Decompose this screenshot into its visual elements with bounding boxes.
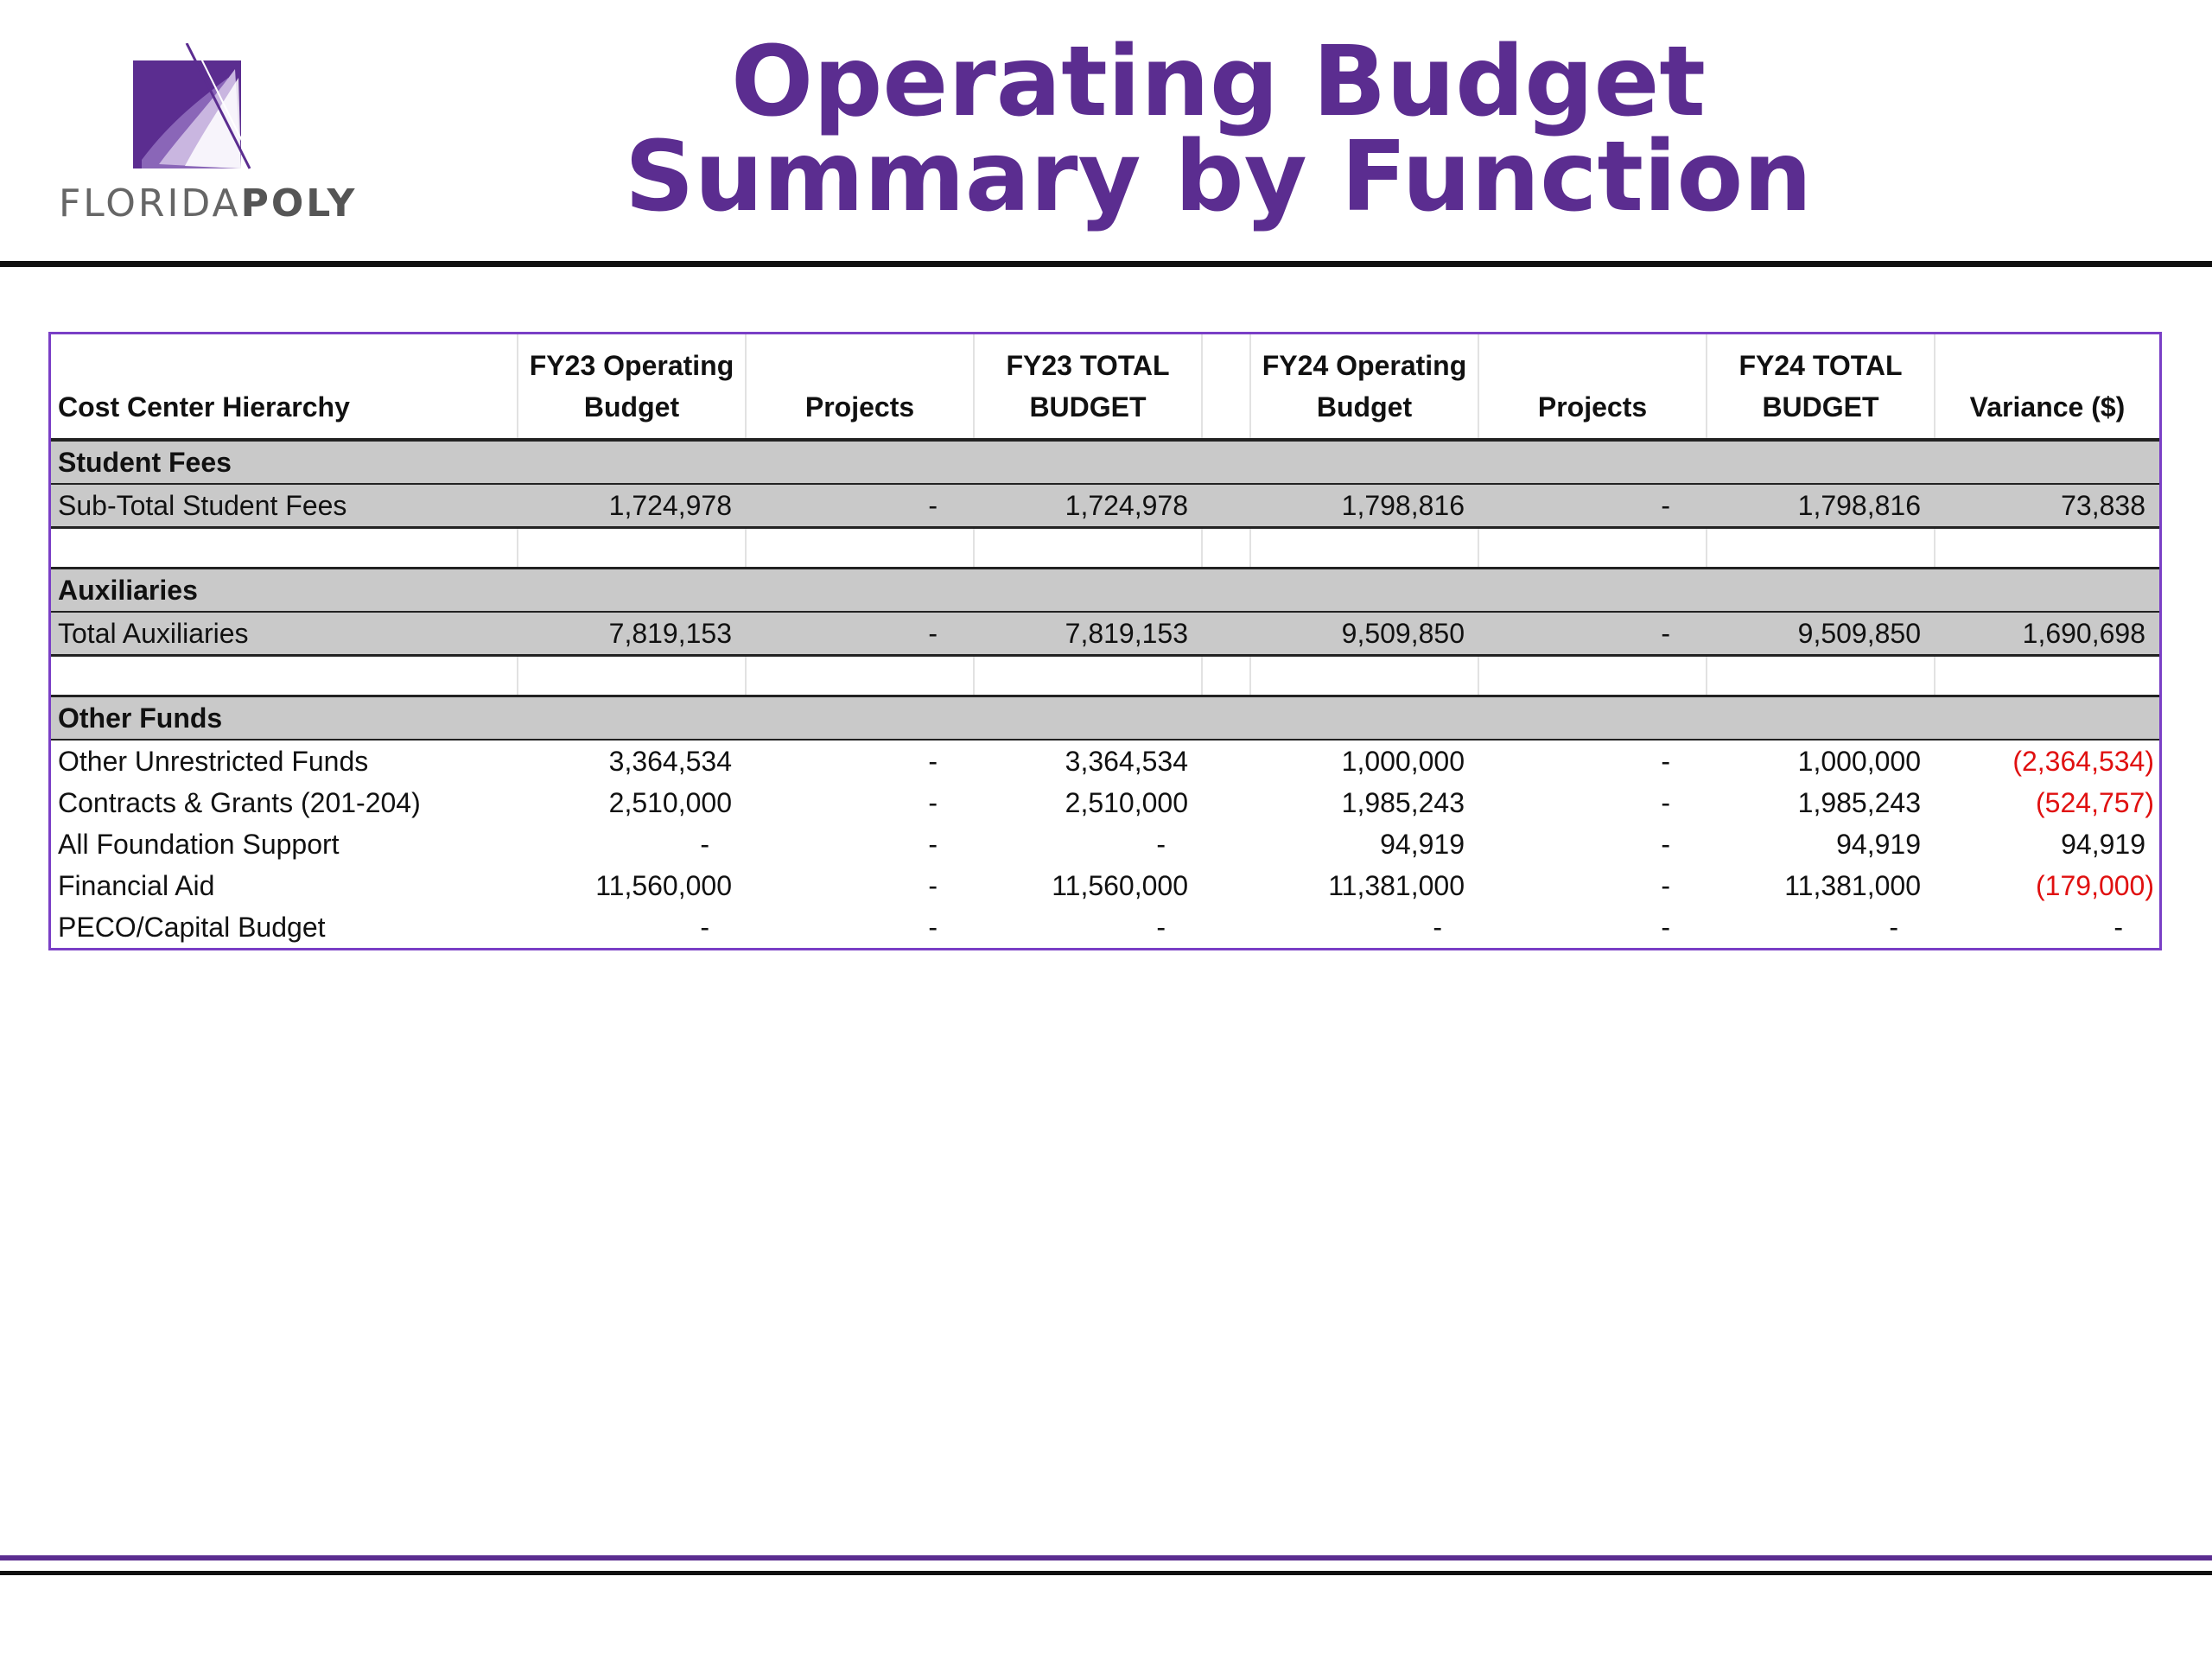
cell-variance-negative: (179,000) bbox=[2036, 869, 2154, 901]
section-label: Auxiliaries bbox=[51, 569, 2159, 613]
header-fy23-operating-line-2: Budget bbox=[583, 391, 680, 423]
row-label: Sub-Total Student Fees bbox=[51, 484, 518, 528]
cell-fy24-total: 94,919 bbox=[1836, 828, 1921, 860]
cell-fy23-operating: 3,364,534 bbox=[608, 745, 732, 777]
cell-fy23-total: 11,560,000 bbox=[1052, 869, 1188, 901]
cell-fy24-projects: - bbox=[1661, 869, 1670, 901]
cell-gap bbox=[1202, 782, 1250, 823]
header-fy24-operating-line-1: FY24 Operating bbox=[1262, 350, 1467, 381]
cell-fy24-operating: 11,381,000 bbox=[1328, 869, 1465, 901]
cell-fy24-total: - bbox=[1889, 911, 1898, 943]
cell-fy23-projects: - bbox=[928, 786, 938, 818]
page-title-line-1: Operating Budget bbox=[731, 26, 1706, 138]
cell-fy23-operating: - bbox=[700, 911, 709, 943]
cell-variance: - bbox=[2113, 911, 2123, 943]
blank-cell bbox=[518, 656, 746, 696]
cell-gap bbox=[1202, 484, 1250, 528]
cell-fy23-operating: 1,724,978 bbox=[518, 484, 746, 528]
florida-poly-logo bbox=[59, 43, 358, 233]
florida-poly-wordmark bbox=[59, 181, 358, 226]
cell-fy24-total: 9,509,850 bbox=[1707, 612, 1935, 656]
blank-row bbox=[51, 528, 2159, 569]
header-fy23-total-line-2: BUDGET bbox=[1029, 391, 1147, 423]
header-fy23-operating-line-1: FY23 Operating bbox=[529, 350, 734, 381]
cell-fy24-operating: 1,798,816 bbox=[1250, 484, 1478, 528]
header-fy24-total-line-1: FY24 TOTAL bbox=[1738, 350, 1903, 381]
cell-variance: 1,690,698 bbox=[1935, 612, 2159, 656]
header-fy23-projects: Projects bbox=[746, 334, 974, 440]
cell-fy23-projects: - bbox=[928, 911, 938, 943]
cell-gap bbox=[1202, 906, 1250, 948]
blank-cell bbox=[974, 656, 1202, 696]
cell-fy23-projects: - bbox=[928, 745, 938, 777]
cell-fy24-total: 1,798,816 bbox=[1707, 484, 1935, 528]
cell-fy24-operating: 1,000,000 bbox=[1341, 745, 1465, 777]
header-fy24-operating-line-2: Budget bbox=[1316, 391, 1413, 423]
cell-fy23-total: - bbox=[1156, 828, 1166, 860]
cell-fy24-projects: - bbox=[1661, 745, 1670, 777]
header-fy23-total bbox=[974, 334, 1202, 440]
row-label: All Foundation Support bbox=[58, 828, 340, 860]
section-row-student-fees bbox=[51, 440, 2159, 484]
cell-gap bbox=[1202, 612, 1250, 656]
header-variance: Variance ($) bbox=[1935, 334, 2159, 440]
cell-fy23-total: 1,724,978 bbox=[974, 484, 1202, 528]
header-fy24-projects: Projects bbox=[1478, 334, 1707, 440]
footer-divider-purple bbox=[0, 1555, 2212, 1560]
cell-fy24-total: 1,985,243 bbox=[1797, 786, 1921, 818]
cell-variance: 94,919 bbox=[2061, 828, 2145, 860]
blank-cell bbox=[51, 528, 518, 569]
table-header-row bbox=[51, 334, 2159, 440]
cell-fy23-projects: - bbox=[928, 869, 938, 901]
blank-cell bbox=[51, 656, 518, 696]
header-cost-center: Cost Center Hierarchy bbox=[51, 334, 518, 440]
header-fy23-operating bbox=[518, 334, 746, 440]
table-row bbox=[51, 906, 2159, 948]
page-title-line-2: Summary by Function bbox=[624, 121, 1813, 233]
header-gap bbox=[1202, 334, 1250, 440]
cell-fy23-operating: - bbox=[700, 828, 709, 860]
row-label: Contracts & Grants (201-204) bbox=[58, 786, 421, 818]
blank-cell bbox=[1202, 656, 1250, 696]
cell-fy24-operating: 9,509,850 bbox=[1250, 612, 1478, 656]
cell-fy23-total: - bbox=[1156, 911, 1166, 943]
table-row bbox=[51, 823, 2159, 865]
cell-fy23-total: 7,819,153 bbox=[974, 612, 1202, 656]
row-label: Total Auxiliaries bbox=[51, 612, 518, 656]
row-label: Financial Aid bbox=[58, 869, 215, 901]
wordmark-poly: POLY bbox=[240, 181, 358, 226]
blank-cell bbox=[1478, 528, 1707, 569]
page-title bbox=[570, 26, 1866, 233]
cell-variance-negative: (2,364,534) bbox=[2012, 745, 2154, 777]
subtotal-row-auxiliaries bbox=[51, 612, 2159, 656]
cell-fy23-projects: - bbox=[928, 828, 938, 860]
blank-cell bbox=[746, 656, 974, 696]
section-label: Student Fees bbox=[51, 440, 2159, 484]
section-row-auxiliaries bbox=[51, 569, 2159, 613]
cell-fy23-operating: 2,510,000 bbox=[608, 786, 732, 818]
section-label: Other Funds bbox=[51, 696, 2159, 741]
header-fy24-operating bbox=[1250, 334, 1478, 440]
header-fy23-total-line-1: FY23 TOTAL bbox=[1006, 350, 1170, 381]
cell-fy23-operating: 11,560,000 bbox=[595, 869, 732, 901]
cell-fy23-projects: - bbox=[746, 612, 974, 656]
blank-cell bbox=[1250, 656, 1478, 696]
cell-fy24-total: 1,000,000 bbox=[1797, 745, 1921, 777]
blank-cell bbox=[1935, 528, 2159, 569]
budget-summary-table bbox=[48, 332, 2162, 950]
cell-variance-negative: (524,757) bbox=[2036, 786, 2154, 818]
wordmark-florida: FLORIDA bbox=[59, 181, 241, 226]
cell-fy24-projects: - bbox=[1478, 612, 1707, 656]
blank-cell bbox=[1935, 656, 2159, 696]
blank-cell bbox=[1707, 528, 1935, 569]
budget-table bbox=[51, 334, 2159, 948]
cell-gap bbox=[1202, 823, 1250, 865]
cell-fy23-projects: - bbox=[746, 484, 974, 528]
cell-fy24-projects: - bbox=[1661, 828, 1670, 860]
cell-fy24-total: 11,381,000 bbox=[1784, 869, 1921, 901]
cell-fy23-total: 2,510,000 bbox=[1065, 786, 1188, 818]
header-fy24-total bbox=[1707, 334, 1935, 440]
blank-cell bbox=[1707, 656, 1935, 696]
header-fy24-total-line-2: BUDGET bbox=[1762, 391, 1879, 423]
footer-divider-black bbox=[0, 1571, 2212, 1575]
row-label: Other Unrestricted Funds bbox=[58, 745, 369, 777]
blank-cell bbox=[746, 528, 974, 569]
subtotal-row-student-fees bbox=[51, 484, 2159, 528]
cell-variance: 73,838 bbox=[1935, 484, 2159, 528]
cell-fy24-projects: - bbox=[1478, 484, 1707, 528]
cell-fy24-projects: - bbox=[1661, 786, 1670, 818]
cell-fy24-operating: 1,985,243 bbox=[1341, 786, 1465, 818]
table-row bbox=[51, 865, 2159, 906]
cell-fy23-operating: 7,819,153 bbox=[518, 612, 746, 656]
blank-cell bbox=[518, 528, 746, 569]
blank-row bbox=[51, 656, 2159, 696]
cell-fy24-operating: 94,919 bbox=[1380, 828, 1465, 860]
cell-fy24-operating: - bbox=[1433, 911, 1442, 943]
blank-cell bbox=[974, 528, 1202, 569]
blank-cell bbox=[1202, 528, 1250, 569]
table-row bbox=[51, 782, 2159, 823]
cell-fy23-total: 3,364,534 bbox=[1065, 745, 1188, 777]
table-row bbox=[51, 740, 2159, 782]
florida-poly-logo-mark-icon bbox=[133, 43, 263, 177]
blank-cell bbox=[1478, 656, 1707, 696]
cell-gap bbox=[1202, 865, 1250, 906]
cell-gap bbox=[1202, 740, 1250, 782]
blank-cell bbox=[1250, 528, 1478, 569]
row-label: PECO/Capital Budget bbox=[58, 911, 326, 943]
cell-fy24-projects: - bbox=[1661, 911, 1670, 943]
header-divider bbox=[0, 261, 2212, 267]
section-row-other-funds bbox=[51, 696, 2159, 741]
